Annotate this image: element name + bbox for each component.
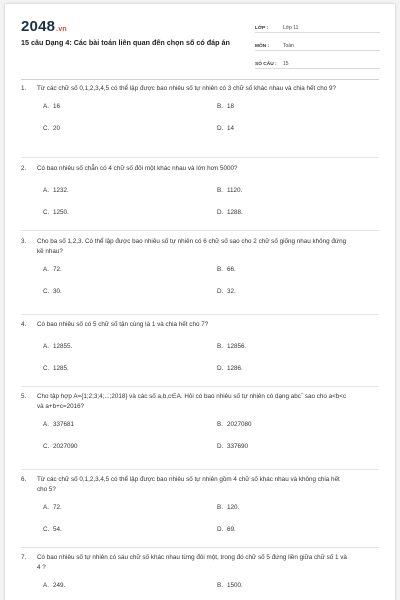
option-c[interactable]: C. 20: [43, 125, 61, 132]
options: [21, 503, 381, 537]
question-text: Cho tập hợp A={1;2;3;4;...;2018} và các số a,b,c∈A. Hỏi có bao nhiêu số tự nhiên có dạng abc‾ sao cho a<b<c và a+b+c=2016?: [37, 393, 347, 410]
question-divider: [21, 547, 379, 548]
option-a[interactable]: A. 1232.: [43, 187, 69, 194]
question-number: 6.: [21, 476, 27, 483]
option-d[interactable]: D. 32.: [217, 288, 236, 295]
option-a[interactable]: A. 337681: [43, 421, 75, 428]
option-b[interactable]: B. 1500.: [217, 582, 243, 589]
option-d[interactable]: D. 69.: [217, 526, 236, 533]
option-c[interactable]: C. 1250.: [43, 209, 69, 216]
meta-value: 15: [283, 61, 289, 67]
options: [21, 342, 381, 376]
option-c[interactable]: C. 2027090: [43, 443, 78, 450]
option-a[interactable]: A. 72.: [43, 504, 62, 511]
options: [21, 102, 381, 136]
option-a[interactable]: A. 249.: [43, 582, 66, 589]
option-d[interactable]: D. 1288.: [217, 209, 243, 216]
worksheet-page: [5, 4, 395, 600]
question-3: [21, 237, 381, 299]
option-c[interactable]: C. 30.: [43, 288, 62, 295]
option-b[interactable]: B. 1120.: [217, 187, 243, 194]
option-a[interactable]: A. 16: [43, 103, 61, 110]
quiz-meta: [255, 18, 380, 72]
option-c[interactable]: C. 54.: [43, 526, 62, 533]
option-a[interactable]: A. 72.: [43, 266, 62, 273]
option-b[interactable]: B. 2027080: [217, 421, 252, 428]
logo-suffix: .vn: [56, 26, 67, 33]
option-a[interactable]: A. 12855.: [43, 343, 73, 350]
option-d[interactable]: D. 337690: [217, 443, 249, 450]
question-divider: [21, 314, 379, 315]
header-divider: [21, 79, 379, 80]
option-b[interactable]: B. 120.: [217, 504, 240, 511]
quiz-title: 15 câu Dạng 4: Các bài toán liên quan đến chọn số có đáp án: [21, 38, 230, 47]
question-number: 2.: [21, 165, 27, 172]
meta-question-count: [255, 54, 380, 69]
option-d[interactable]: D. 14: [217, 125, 235, 132]
question-number: 3.: [21, 238, 27, 245]
option-b[interactable]: B. 18: [217, 103, 235, 110]
question-number: 1.: [21, 85, 27, 92]
meta-grade: [255, 18, 380, 33]
question-text: Cho ba số 1,2,3. Có thể lập được bao nhiêu số tự nhiên có 6 chữ số sao cho 2 chữ số giống nhau không đứng kề nhau?: [37, 238, 347, 255]
question-4: [21, 320, 381, 376]
meta-value: Lớp 11: [283, 25, 299, 31]
question-text: Có bao nhiêu số có 5 chữ số tận cùng là 1 và chia hết cho 7?: [37, 321, 209, 328]
meta-label: SỐ CÂU :: [255, 62, 277, 67]
options: [21, 186, 381, 220]
question-7: [21, 553, 381, 600]
options: [21, 265, 381, 299]
option-d[interactable]: D. 1286.: [217, 365, 243, 372]
options: [21, 581, 381, 600]
question-divider: [21, 157, 379, 158]
question-6: [21, 475, 381, 537]
question-text: Từ các chữ số 0,1,2,3,4,5 có thể lập được bao nhiêu số tự nhiên gồm 4 chữ số khác nhau và không chia hết cho 5?: [37, 476, 340, 493]
logo-text: 2048: [21, 18, 56, 35]
option-c[interactable]: C. 1285.: [43, 365, 69, 372]
meta-label: MÔN :: [255, 44, 270, 49]
question-divider: [21, 386, 379, 387]
question-text: Từ các chữ số 0,1,2,3,4,5 có thể lập được bao nhiêu số tự nhiên có 3 chữ số khác nhau và chia hết cho 9?: [37, 85, 336, 92]
option-b[interactable]: B. 66.: [217, 266, 236, 273]
question-text: Có bao nhiêu số tự nhiên có sáu chữ số khác nhau từng đôi một, trong đó chữ số 5 đứng liền giữa chữ số 1 và 4 ?: [37, 554, 347, 571]
question-1: [21, 84, 381, 136]
question-number: 4.: [21, 321, 27, 328]
question-divider: [21, 469, 379, 470]
question-number: 7.: [21, 554, 27, 561]
meta-value: Toán: [283, 43, 294, 49]
meta-label: LỚP :: [255, 26, 269, 31]
site-logo[interactable]: [21, 18, 67, 35]
options: [21, 420, 381, 454]
meta-subject: [255, 36, 380, 51]
question-number: 5.: [21, 393, 27, 400]
question-divider: [21, 230, 379, 231]
question-2: [21, 164, 381, 220]
question-text: Có bao nhiêu số chẵn có 4 chữ số đôi một khác nhau và lớn hơn 5000?: [37, 165, 238, 172]
option-b[interactable]: B. 12856.: [217, 343, 247, 350]
question-5: [21, 392, 381, 454]
